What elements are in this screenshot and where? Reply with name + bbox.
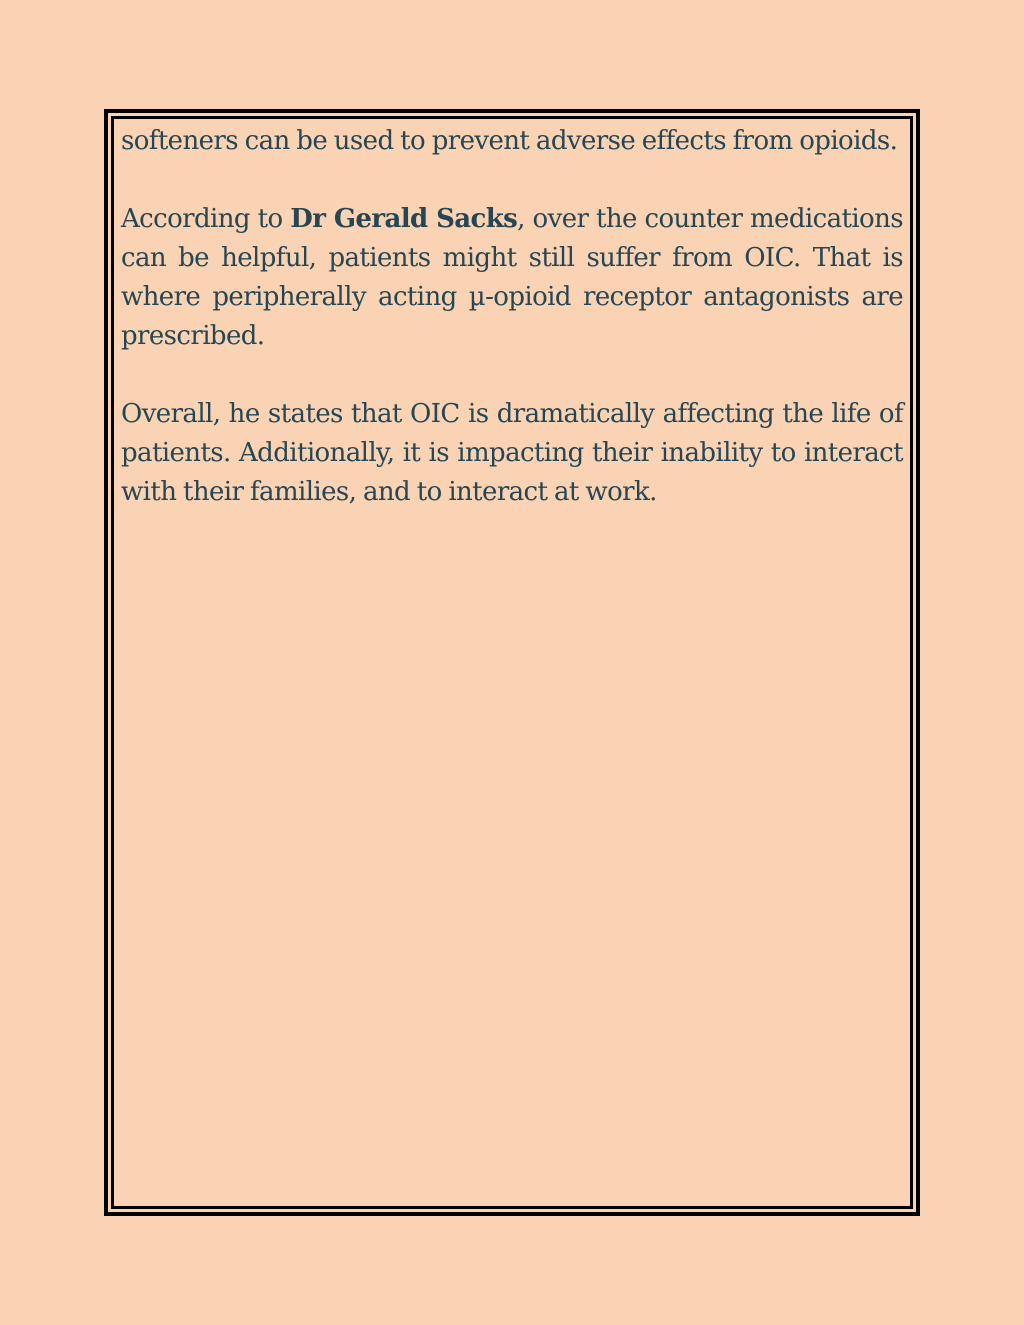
paragraph-2-lead: According to <box>121 204 291 234</box>
paragraph-2-text: , over the counter medications can be helpful, patients might still suffer from OIC. That is where peripherally acting µ-opioid receptor antagonists are prescribed. <box>121 204 903 351</box>
paragraph-2 <box>121 200 903 356</box>
document-body <box>121 122 903 551</box>
author-name: Dr Gerald Sacks <box>290 204 518 234</box>
paragraph-3 <box>121 395 903 512</box>
paragraph-3-text: Overall, he states that OIC is dramatically affecting the life of patients. Additionally, it is impacting their inability to interact with their families, and to interact at work. <box>121 399 903 507</box>
paragraph-1-text: softeners can be used to prevent adverse effects from opioids. <box>121 126 898 156</box>
paragraph-1 <box>121 122 903 161</box>
